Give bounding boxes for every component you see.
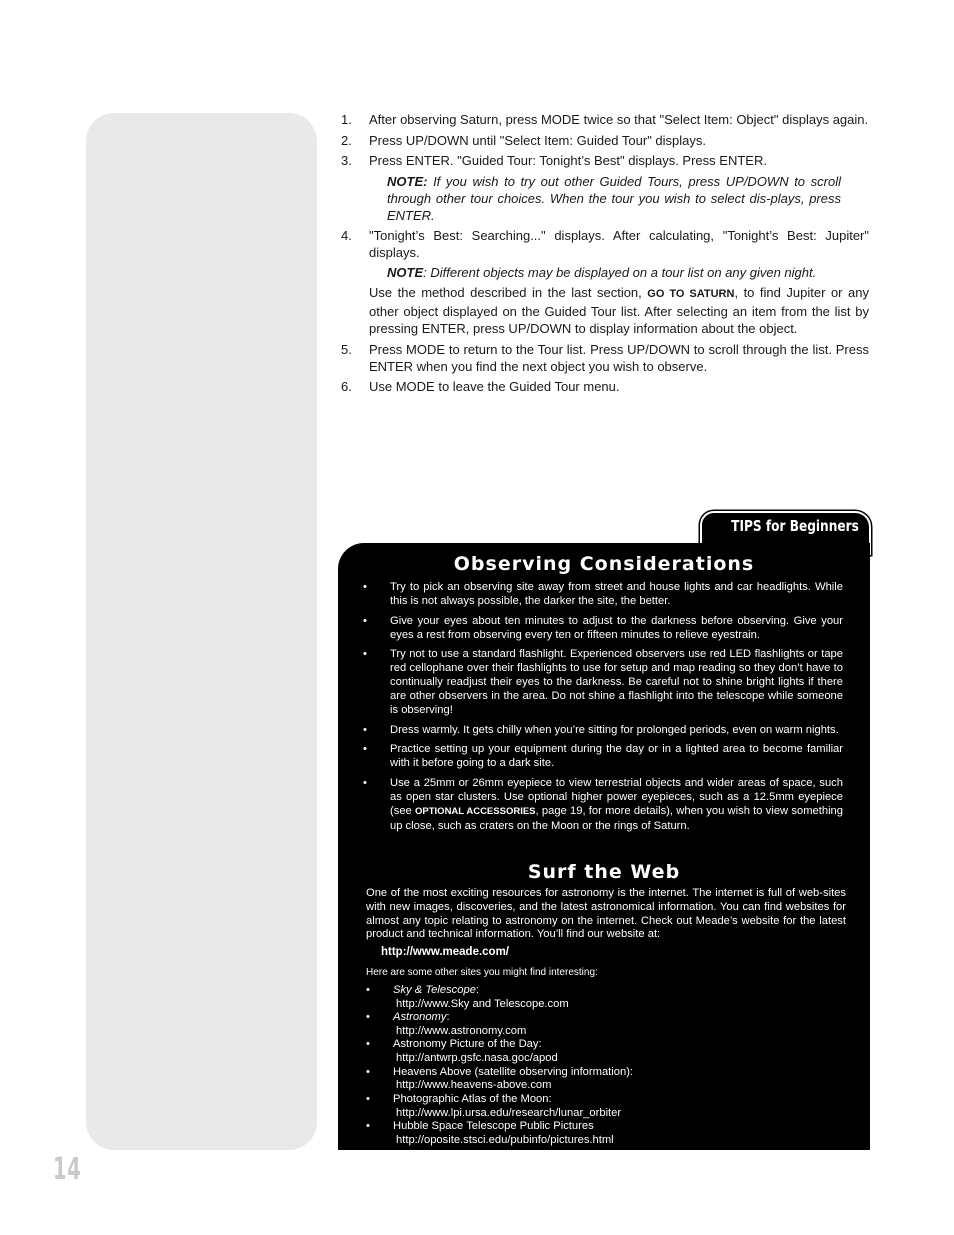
step-number: 1. bbox=[341, 112, 352, 127]
note-label: NOTE: bbox=[387, 173, 428, 189]
observing-considerations-heading: Observing Considerations bbox=[453, 553, 755, 575]
step-text: Press UP/DOWN until "Select Item: Guided Tour" displays. bbox=[369, 132, 706, 148]
site-item bbox=[366, 1066, 846, 1093]
bullet-icon: • bbox=[363, 648, 367, 660]
other-sites-intro: Here are some other sites you might find interesting: bbox=[366, 966, 598, 978]
site-url[interactable]: http://www.lpi.ursa.edu/research/lunar_orbiter bbox=[396, 1106, 622, 1119]
site-url[interactable]: http://www.heavens-above.com bbox=[396, 1079, 552, 1092]
list-item-text: Try to pick an observing site away from street and house lights and car headlights. While this is not always possible, the darker the site, the better. bbox=[390, 581, 843, 607]
list-item-text: Dress warmly. It gets chilly when you’re sitting for prolonged periods, even on warm nights. bbox=[390, 723, 839, 736]
step-number: 3. bbox=[341, 153, 352, 168]
web-intro: One of the most exciting resources for astronomy is the internet. The internet is full of web-sites with new images, discoveries, and the latest astronomical information. You can find websites for almost any topic relating to astronomy on the internet. Check out Meade’s website for the latest product and technical information. You’ll find our website at: bbox=[366, 887, 846, 941]
site-item bbox=[366, 1038, 846, 1065]
bullet-icon: • bbox=[366, 1011, 370, 1024]
step-item bbox=[341, 111, 869, 128]
list-item bbox=[338, 614, 843, 642]
paragraph-text: Use the method described in the last section, bbox=[369, 285, 648, 300]
note-text: If you wish to try out other Guided Tours, press UP/DOWN to scroll through other tour choices. When the tour you wish to select dis-plays, press ENTER. bbox=[387, 173, 841, 223]
list-item-text: Give your eyes about ten minutes to adjust to the darkness before observing. Give your eyes a rest from observing every ten or fifteen minutes to relieve eyestrain. bbox=[390, 614, 843, 641]
list-item-text: Try not to use a standard flashlight. Experienced observers use red LED flashlights or tape red cellophane over their flashlights to use for setup and map reading so they don’t have to continually readjust their eyes to the darkness. Be careful not to shine bright lights if there are other observers in the area. Do not shine a flashlight into the telescope while someone is observing! bbox=[390, 648, 843, 716]
bullet-icon: • bbox=[366, 983, 370, 996]
section-reference: OPTIONAL ACCESSORIES bbox=[415, 805, 536, 817]
list-item-text: Practice setting up your equipment during the day or in a lighted area to become familiar with it before going to a dark site. bbox=[390, 743, 843, 769]
list-item bbox=[338, 776, 843, 833]
step-item bbox=[341, 341, 869, 375]
bullet-icon: • bbox=[366, 1065, 370, 1078]
note-tour-list bbox=[387, 264, 869, 281]
step-item bbox=[341, 378, 869, 395]
site-name: Astronomy Picture of the Day: bbox=[393, 1038, 542, 1051]
step-text: Press ENTER. "Guided Tour: Tonight’s Best" displays. Press ENTER. bbox=[369, 153, 767, 168]
bullet-icon: • bbox=[366, 1038, 370, 1051]
site-name: Heavens Above (satellite observing information): bbox=[393, 1065, 634, 1078]
site-item bbox=[366, 1120, 846, 1147]
step-item bbox=[341, 152, 869, 169]
site-list bbox=[366, 984, 846, 1148]
sidebar-panel bbox=[86, 113, 317, 1150]
site-url[interactable]: http://www.astronomy.com bbox=[396, 1024, 527, 1037]
site-name-suffix: : bbox=[446, 1011, 450, 1024]
step-number: 2. bbox=[341, 132, 352, 148]
section-reference: GO TO SATURN bbox=[647, 288, 735, 300]
step-text: "Tonight’s Best: Searching..." displays. After calculating, "Tonight’s Best: Jupiter" displays. bbox=[369, 227, 869, 260]
step-item bbox=[341, 227, 869, 261]
site-name-text: Sky & Telescope bbox=[393, 983, 476, 996]
list-item-text bbox=[390, 776, 843, 833]
site-url[interactable]: http://www.Sky and Telescope.com bbox=[396, 997, 569, 1010]
step-item bbox=[341, 132, 869, 149]
site-name-text: Astronomy bbox=[393, 1011, 447, 1024]
meade-website-link[interactable]: http://www.meade.com/ bbox=[381, 946, 510, 959]
step4-paragraph bbox=[369, 284, 869, 337]
site-item bbox=[366, 1093, 846, 1120]
site-url[interactable]: http://oposite.stsci.edu/pubinfo/pictures.html bbox=[396, 1134, 614, 1147]
bullet-icon: • bbox=[366, 1120, 370, 1133]
note-label: NOTE bbox=[387, 265, 424, 280]
tips-tab-label: TIPS for Beginners bbox=[731, 517, 859, 535]
paragraph-text: , to find Jupiter or any other object displayed on the Guided Tour list. After selecting an item from the list by pressing ENTER, press UP/DOWN to display information about the object. bbox=[369, 285, 869, 336]
bullet-icon: • bbox=[363, 776, 367, 789]
bullet-icon: • bbox=[363, 614, 367, 627]
site-name bbox=[393, 1011, 450, 1025]
bullet-icon: • bbox=[366, 1092, 370, 1105]
note-guided-tours bbox=[387, 173, 841, 224]
site-name-suffix: : bbox=[475, 983, 480, 996]
note-text: : Different objects may be displayed on a tour list on any given night. bbox=[423, 265, 817, 280]
step-number: 6. bbox=[341, 379, 352, 394]
step-text: After observing Saturn, press MODE twice so that "Select Item: Object" displays again. bbox=[369, 112, 869, 127]
tips-box bbox=[338, 543, 870, 1150]
site-item bbox=[366, 984, 846, 1011]
list-item-text-part: Use a 25mm or 26mm eyepiece to view terrestrial objects and wider areas of space, such as open star clusters. Use optional higher power eyepieces, such as a 12.5mm eyepiece (see bbox=[390, 776, 843, 817]
site-name bbox=[393, 984, 479, 998]
step-number: 4. bbox=[341, 227, 352, 243]
guided-tour-steps bbox=[341, 111, 869, 399]
list-item bbox=[338, 580, 843, 608]
bullet-icon: • bbox=[363, 743, 367, 755]
web-section bbox=[366, 887, 846, 1148]
list-item bbox=[338, 723, 843, 737]
page-number: 14 bbox=[53, 1152, 82, 1187]
step-number: 5. bbox=[341, 341, 352, 357]
observing-tips-list bbox=[338, 580, 843, 838]
list-item bbox=[338, 742, 843, 770]
surf-the-web-heading: Surf the Web bbox=[527, 861, 681, 883]
site-name: Photographic Atlas of the Moon: bbox=[393, 1092, 552, 1105]
site-name: Hubble Space Telescope Public Pictures bbox=[393, 1120, 594, 1133]
bullet-icon: • bbox=[363, 723, 367, 736]
list-item bbox=[338, 647, 843, 717]
list-item-text-part: , page 19, for more details), when you wish to view something up close, such as craters on the Moon or the rings of Saturn. bbox=[390, 804, 843, 832]
step-text: Use MODE to leave the Guided Tour menu. bbox=[369, 379, 620, 394]
site-item bbox=[366, 1011, 846, 1038]
site-url[interactable]: http://antwrp.gsfc.nasa.goc/apod bbox=[396, 1052, 558, 1065]
step-text: Press MODE to return to the Tour list. Press UP/DOWN to scroll through the list. Press ENTER when you find the next object you wish to observe. bbox=[369, 341, 869, 374]
bullet-icon: • bbox=[363, 581, 367, 593]
